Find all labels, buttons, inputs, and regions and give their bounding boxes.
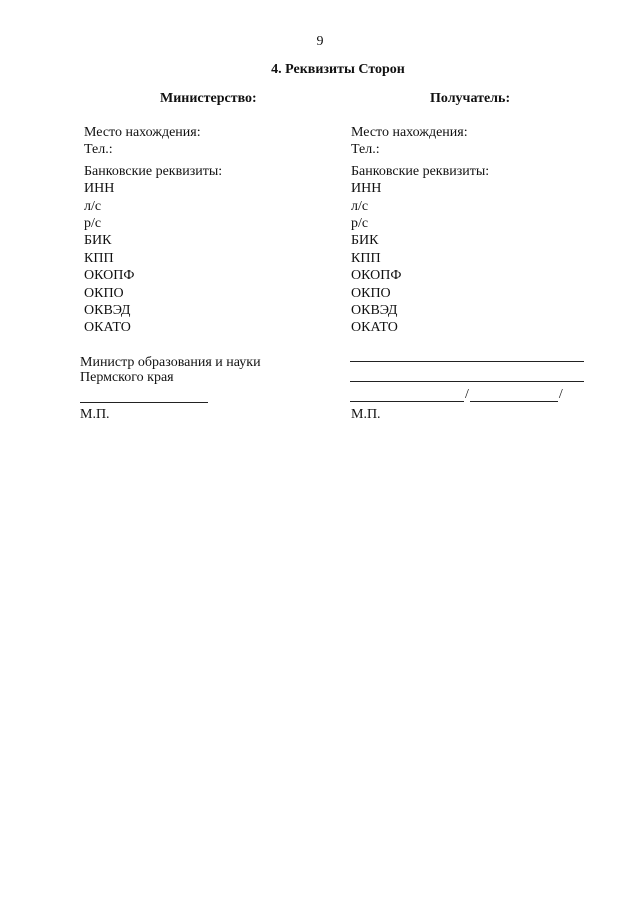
detail-personal-account: л/с: [84, 198, 102, 214]
ministry-stamp-place: М.П.: [80, 407, 110, 422]
signature-separator: /: [558, 387, 563, 402]
party-heading-recipient: Получатель:: [430, 91, 511, 106]
signature-blank: [350, 386, 464, 402]
detail-address: Место нахождения:: [84, 125, 201, 140]
recipient-details: [351, 124, 489, 337]
detail-bank-heading: Банковские реквизиты:: [84, 163, 223, 179]
detail-phone: Тел.:: [351, 142, 380, 158]
recipient-blank-line-1: [350, 361, 584, 362]
detail-kpp: КПП: [84, 250, 114, 266]
detail-kpp: КПП: [351, 250, 381, 266]
detail-address: Место нахождения:: [351, 125, 468, 140]
recipient-stamp-place: М.П.: [351, 407, 381, 422]
party-heading-ministry: Министерство:: [160, 91, 257, 106]
page-number: 9: [316, 34, 324, 49]
detail-personal-account: л/с: [351, 198, 369, 214]
detail-okved: ОКВЭД: [84, 302, 131, 318]
recipient-signature-line: [350, 386, 564, 402]
name-blank: [470, 386, 558, 402]
detail-okpo: ОКПО: [84, 285, 124, 301]
detail-okpo: ОКПО: [351, 285, 391, 301]
signatory-title: Министр образования и науки: [80, 355, 261, 370]
signature-separator: /: [465, 387, 469, 402]
detail-okopf: ОКОПФ: [351, 268, 402, 284]
ministry-details: [84, 124, 222, 337]
ministry-signatory: [80, 355, 261, 385]
signatory-region: Пермского края: [80, 370, 174, 385]
detail-inn: ИНН: [351, 181, 382, 197]
detail-bik: БИК: [84, 233, 112, 249]
detail-phone: Тел.:: [84, 142, 113, 158]
ministry-signature-line: [80, 402, 208, 403]
detail-okved: ОКВЭД: [351, 302, 398, 318]
detail-settlement-account: р/с: [351, 215, 369, 231]
detail-okato: ОКАТО: [84, 320, 131, 336]
detail-inn: ИНН: [84, 181, 115, 197]
detail-okato: ОКАТО: [351, 320, 398, 336]
detail-okopf: ОКОПФ: [84, 268, 135, 284]
detail-bank-heading: Банковские реквизиты:: [351, 163, 490, 179]
recipient-blank-line-2: [350, 381, 584, 382]
detail-bik: БИК: [351, 233, 379, 249]
section-title: 4. Реквизиты Сторон: [271, 62, 405, 77]
detail-settlement-account: р/с: [84, 215, 102, 231]
